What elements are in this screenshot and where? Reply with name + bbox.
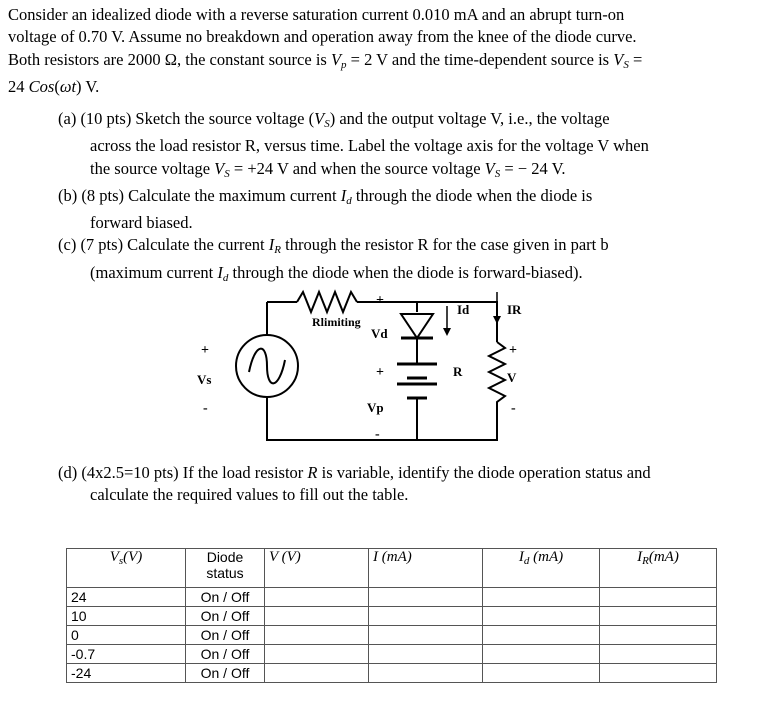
label-vs-minus: -: [203, 401, 208, 416]
intro-line-4: 24 Cos(ωt) V.: [8, 76, 100, 96]
label-rlimiting: Rlimiting: [312, 315, 361, 329]
results-table: [66, 548, 717, 683]
table-row: 0 On / Off: [67, 626, 717, 645]
question-parts: [58, 108, 748, 289]
label-v-plus: +: [509, 343, 517, 358]
label-vd-plus: +: [376, 293, 384, 308]
header-vs: $V_s(V)$: [67, 549, 186, 588]
intro-line-1: Consider an idealized diode with a reverse saturation current 0.010 mA and an abrupt turn-on: [8, 5, 625, 24]
label-vd: Vd: [371, 326, 388, 341]
table-row: 10 On / Off: [67, 607, 717, 626]
resistor-rlimiting-symbol: [297, 292, 357, 312]
battery-vp-symbol: [397, 364, 437, 398]
label-vp-minus: -: [375, 427, 380, 442]
header-diode-status: Diode status: [186, 549, 265, 588]
label-vs-plus: +: [201, 343, 209, 358]
label-ir: IR: [507, 302, 522, 317]
part-c: (c) (7 pts) Calculate the current $I_R$ through the resistor R for the case given in part b (maximum current $I_d$ through the diode when the diode is forward-biased).: [58, 235, 609, 284]
part-b: (b) (8 pts) Calculate the maximum current $I_d$ through the diode when the diode is forward biased.: [58, 185, 593, 233]
label-v: V: [507, 370, 517, 385]
header-i: I (mA): [369, 549, 483, 588]
header-v: V (V): [265, 549, 369, 588]
table-header-row: [67, 549, 717, 588]
part-a: (a) (10 pts) Sketch the source voltage $(V_S)$ and the output voltage V, i.e., the voltage across the load resistor R, versus time. Label the voltage axis for the voltage V when the source voltage $V_S = +24$ V and when the source voltage $V_S$ = − 24 V.: [58, 109, 649, 180]
table-row: 24 On / Off: [67, 588, 717, 607]
label-v-minus: -: [511, 401, 516, 416]
label-id: Id: [457, 302, 470, 317]
label-r: R: [453, 364, 463, 379]
resistor-r-symbol: [489, 342, 505, 432]
part-d: (d) (4x2.5=10 pts) If the load resistor R is variable, identify the diode operation status and calculate the required values to fill out the table.: [58, 463, 651, 505]
table-row: -24 On / Off: [67, 664, 717, 683]
intro-line-2: voltage of 0.70 V. Assume no breakdown and operation away from the knee of the diode curve.: [8, 27, 637, 47]
intro-line-3: Both resistors are 2000 Ω, the constant source is $V_p = 2$ V and the time-dependent source is $V_S$ =: [8, 49, 643, 71]
circuit-diagram: [185, 280, 545, 455]
diode-symbol: [401, 314, 433, 338]
label-vp-plus: +: [376, 365, 384, 380]
header-ir: $I_R(mA)$: [600, 549, 717, 588]
label-vs: Vs: [197, 372, 212, 387]
label-vp: Vp: [367, 400, 384, 415]
table-row: -0.7 On / Off: [67, 645, 717, 664]
problem-intro: [8, 4, 750, 98]
header-id: $I_d$ (mA): [483, 549, 600, 588]
